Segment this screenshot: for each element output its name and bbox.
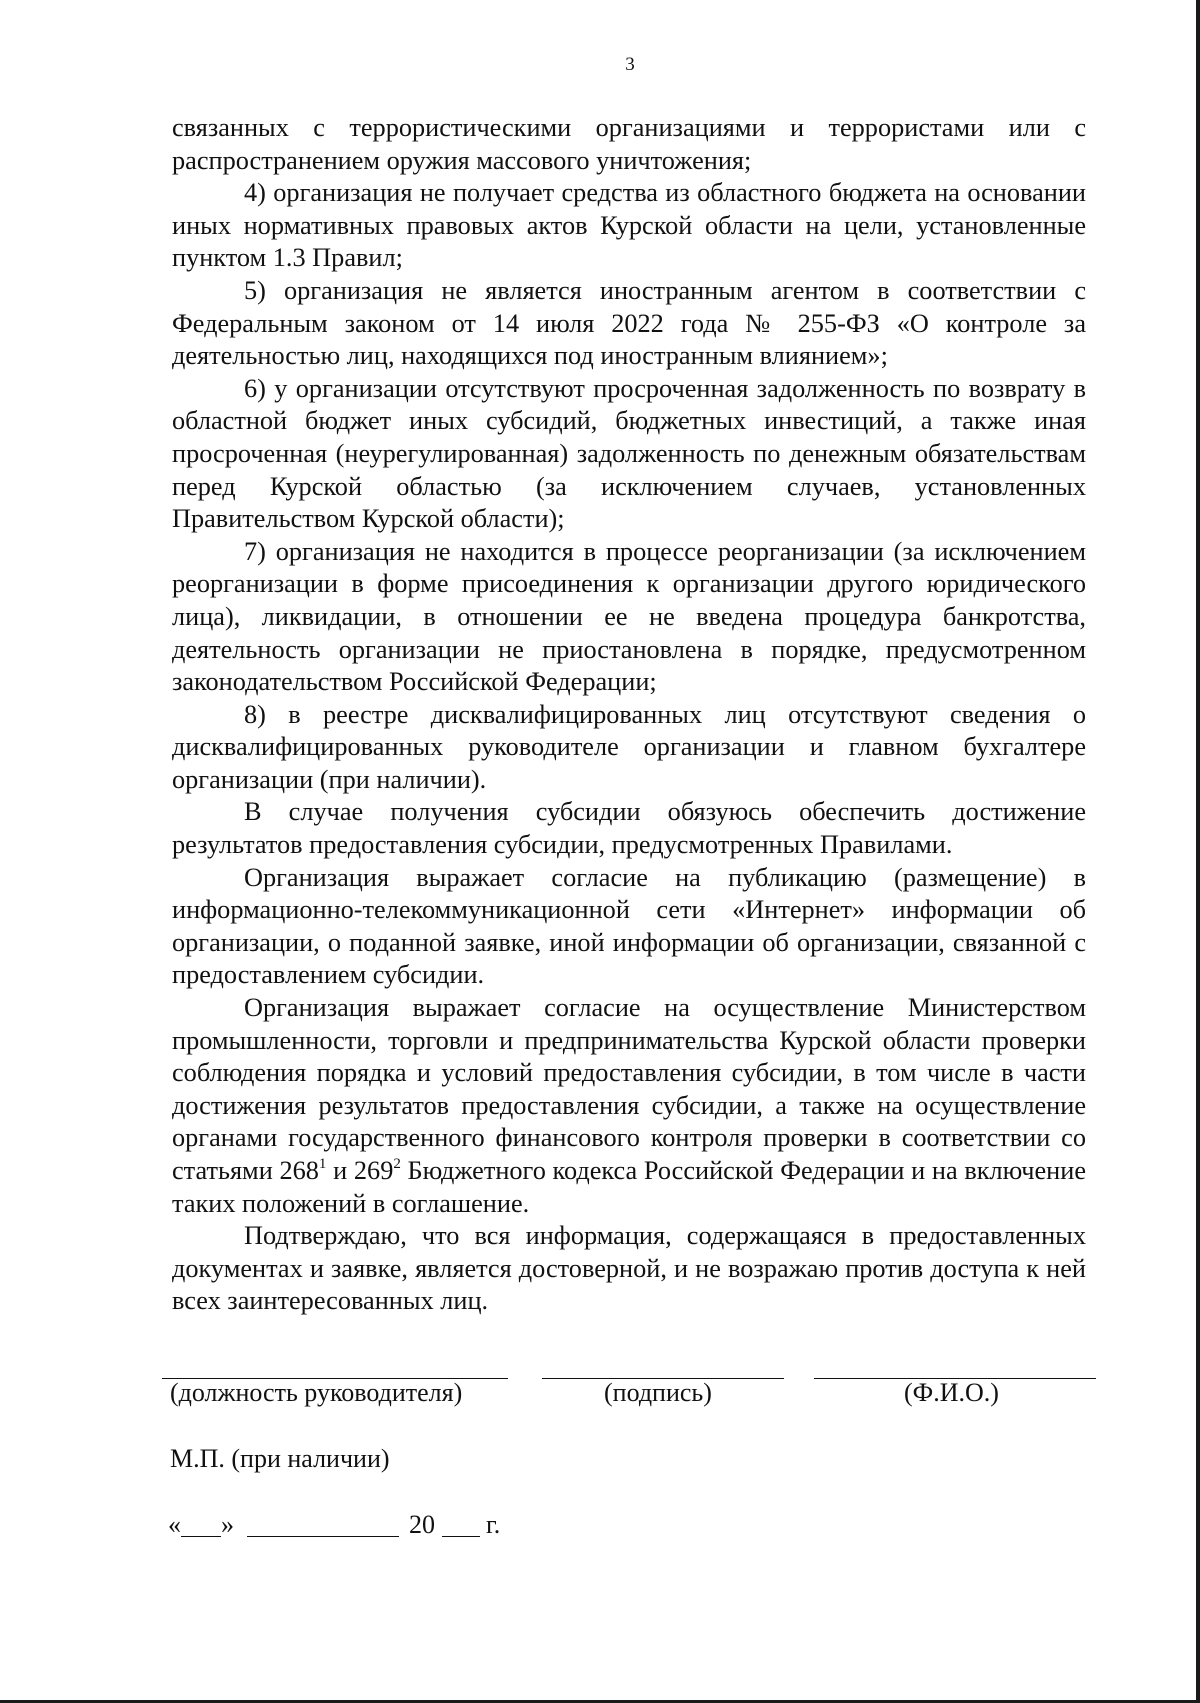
position-label: (должность руководителя)	[170, 1378, 463, 1407]
paragraph-inspection-consent	[172, 992, 1086, 1220]
date-line	[168, 1510, 500, 1540]
paragraph-publication-consent: Организация выражает согласие на публикацию (размещение) в информационно-телекоммуникационной сети «Интернет» информации об организации, о поданной заявке, иной информации об организации, связанной с предоставлением субсидии.	[172, 862, 1086, 990]
page-edge-right	[1196, 0, 1200, 1703]
paragraph-results: В случае получения субсидии обязуюсь обеспечить достижение результатов предоставления субсидии, предусмотренных Правилами.	[172, 797, 1086, 860]
date-close-quote: »	[221, 1510, 234, 1539]
year-suffix: г.	[486, 1510, 501, 1539]
paragraph-item-8: 8) в реестре дисквалифицированных лиц отсутствуют сведения о дисквалифицированных руководителе организации и главном бухгалтере организации (при наличии).	[172, 699, 1086, 794]
document-body	[172, 112, 1086, 1318]
paragraph-confirmation: Подтверждаю, что вся информация, содержащаяся в предоставленных документах и заявке, является достоверной, и не возражаю против доступа к ней всех заинтересованных лиц.	[172, 1221, 1086, 1316]
consent-text-part1: Организация выражает согласие на осуществление Министерством промышленности, торговли и предпринимательства Курской области проверки соблюдения порядка и условий предоставления субсидии, в том числе в части достижения результатов предоставления субсидии, а также на осуществление органами государственного финансового контроля проверки в соответствии со статьями 268	[172, 993, 1086, 1185]
stamp-label: М.П. (при наличии)	[170, 1444, 390, 1473]
paragraph-continuation: связанных с террористическими организациями и террористами или с распространением оружия массового уничтожения;	[172, 113, 1086, 175]
paragraph-item-6: 6) у организации отсутствуют просроченная задолженность по возврату в областной бюджет иных субсидий, бюджетных инвестиций, а также иная просроченная (неурегулированная) задолженность по денежным обязательствам перед Курской областью (за исключением случаев, установленных Правительством Курской области);	[172, 373, 1086, 534]
consent-text-part3: Бюджетного кодекса Российской Федерации и на включение таких положений в соглашение.	[172, 1156, 1087, 1218]
name-label: (Ф.И.О.)	[904, 1378, 999, 1407]
day-blank	[181, 1510, 221, 1537]
page-number: 3	[625, 54, 635, 75]
paragraph-item-7: 7) организация не находится в процессе реорганизации (за исключением реорганизации в форме присоединения к организации другого юридического лица), ликвидации, в отношении ее не введена процедура банкротства, деятельность организации не приостановлена в порядке, предусмотренном законодательством Российской Федерации;	[172, 536, 1086, 697]
year-blank	[442, 1510, 480, 1537]
footnote-superscript-1: 1	[318, 1156, 327, 1172]
year-prefix: 20	[409, 1510, 435, 1539]
month-blank	[247, 1510, 399, 1537]
consent-text-part2: и 269	[326, 1156, 394, 1185]
date-open-quote: «	[168, 1510, 181, 1539]
footnote-superscript-2: 2	[393, 1156, 401, 1172]
signature-label: (подпись)	[604, 1378, 712, 1407]
paragraph-item-4: 4) организация не получает средства из областного бюджета на основании иных нормативных правовых актов Курской области на цели, установленные пунктом 1.3 Правил;	[172, 178, 1086, 273]
paragraph-item-5: 5) организация не является иностранным агентом в соответствии с Федеральным законом от 14 июля 2022 года № 255-ФЗ «О контроле за деятельностью лиц, находящихся под иностранным влиянием»;	[172, 275, 1086, 371]
